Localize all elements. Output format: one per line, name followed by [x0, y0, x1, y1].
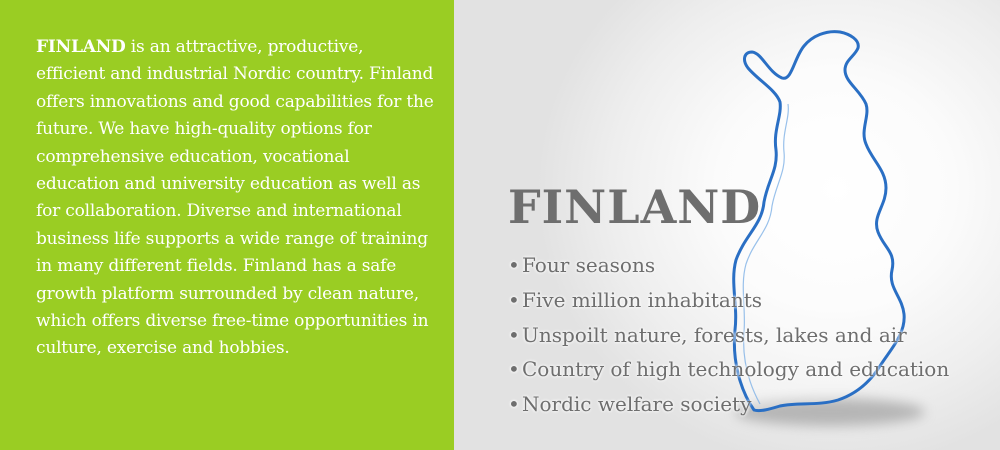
bullet-icon: • [508, 322, 520, 347]
intro-bold-lead: FINLAND [36, 37, 126, 57]
bullet-icon: • [508, 287, 520, 312]
bullet-icon: • [508, 392, 520, 417]
list-item [508, 283, 949, 318]
list-item [508, 248, 949, 283]
fact-text: Nordic welfare society [522, 392, 752, 417]
fact-text: Unspoilt nature, forests, lakes and air [522, 322, 907, 347]
list-item [508, 352, 949, 387]
facts-list [508, 248, 949, 422]
page-title: FINLAND [508, 180, 762, 234]
fact-text: Four seasons [522, 253, 656, 277]
fact-text: Country of high technology and education [522, 357, 950, 382]
intro-text: is an attractive, productive, efficient and industrial Nordic country. Finland offers innovations and good capabilities for the future. We have high-quality options for comprehensive education, vocational education and university education as well as for collaboration. Diverse and international business life supports a wide range of training in many different fields. Finland has a safe growth platform surrounded by clean nature, which offers diverse free-time opportunities in culture, exercise and hobbies. [36, 37, 434, 359]
list-item [508, 318, 949, 353]
bullet-icon: • [508, 357, 520, 382]
intro-panel [0, 0, 454, 450]
intro-paragraph [36, 34, 436, 363]
bullet-icon: • [508, 253, 520, 277]
fact-text: Five million inhabitants [522, 287, 763, 312]
list-item [508, 387, 949, 422]
